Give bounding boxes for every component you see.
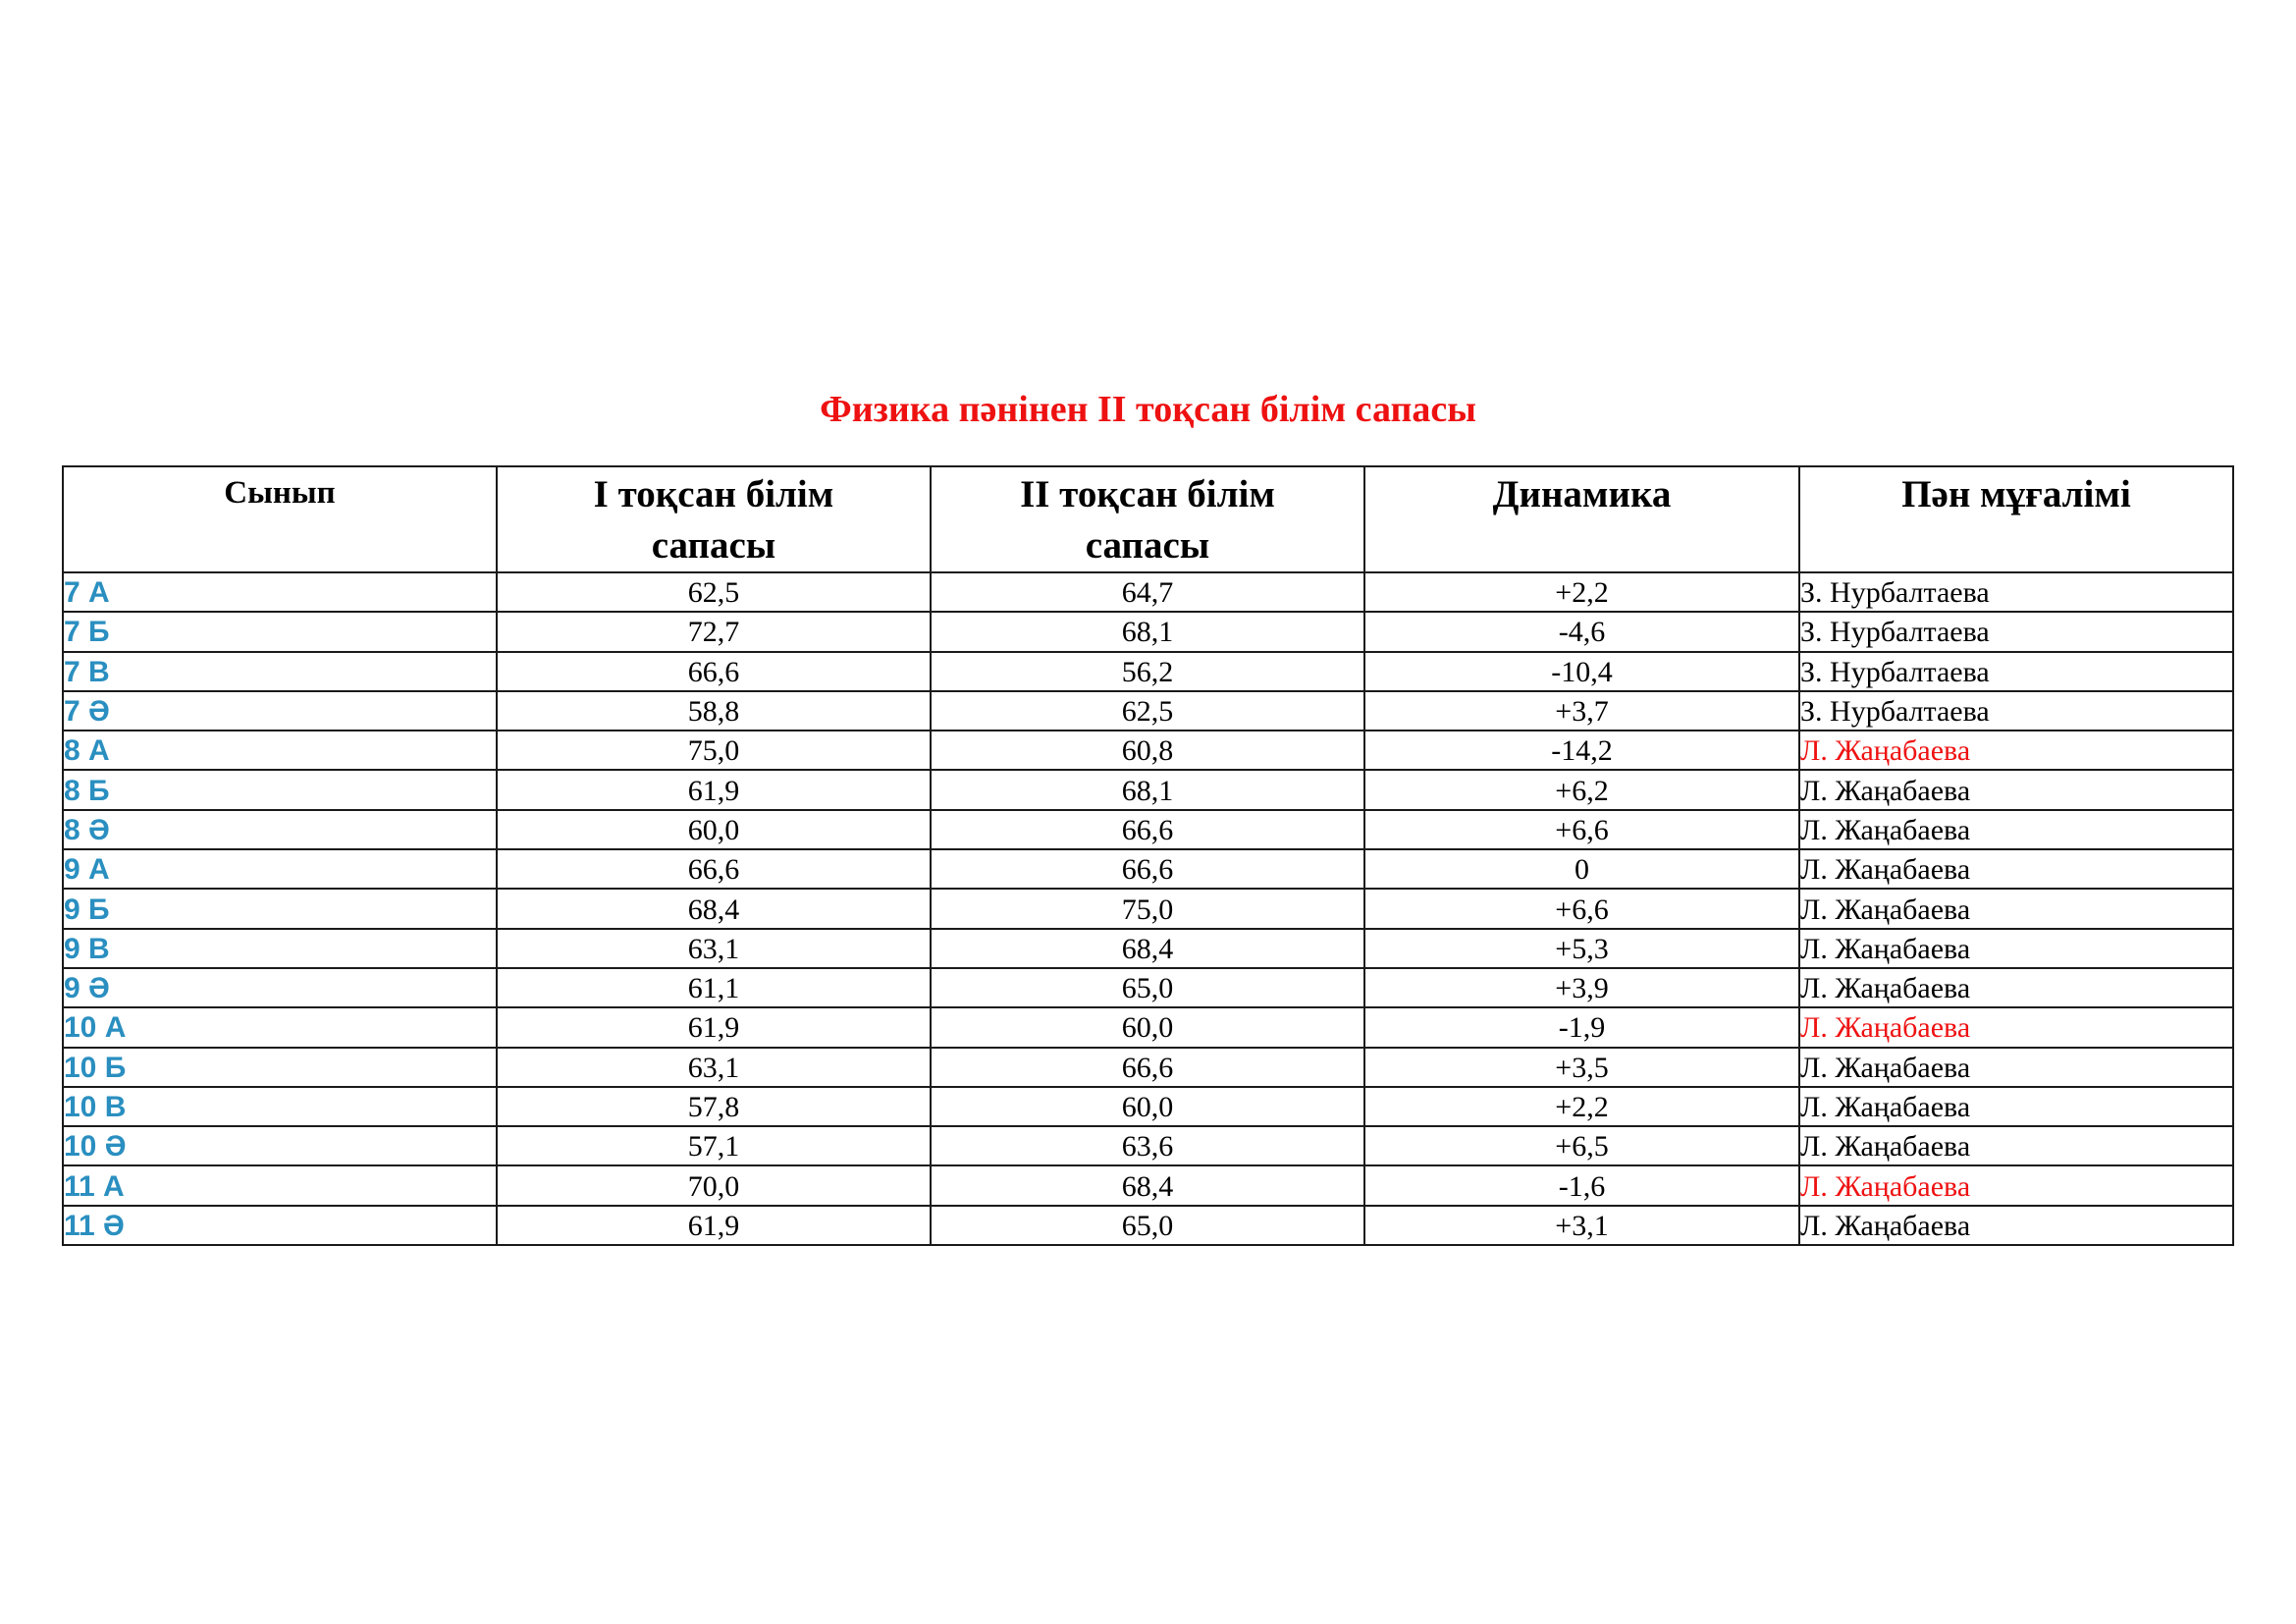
header-q2-line1: II тоқсан білім: [1020, 473, 1275, 515]
header-teacher: Пән мұғалімі: [1799, 466, 2233, 572]
table-row: [63, 731, 2233, 770]
teacher-cell: Л. Жаңабаева: [1799, 1206, 2233, 1245]
q1-quality-cell: 63,1: [497, 929, 931, 968]
quality-table: [62, 465, 2234, 1246]
table-row: [63, 1048, 2233, 1087]
dynamics-cell: +2,2: [1364, 572, 1799, 612]
class-cell: 7 Б: [63, 612, 497, 651]
table-row: [63, 770, 2233, 809]
table-row: [63, 652, 2233, 691]
class-cell: 10 А: [63, 1007, 497, 1047]
q1-quality-cell: 62,5: [497, 572, 931, 612]
dynamics-cell: -10,4: [1364, 652, 1799, 691]
header-row: [63, 466, 2233, 572]
table-body: [63, 572, 2233, 1245]
class-cell: 10 Ә: [63, 1126, 497, 1165]
table-header: [63, 466, 2233, 572]
class-cell: 9 В: [63, 929, 497, 968]
table-row: [63, 889, 2233, 928]
q2-quality-cell: 66,6: [931, 810, 1364, 849]
header-q1-quality: [497, 466, 931, 572]
q2-quality-cell: 60,0: [931, 1007, 1364, 1047]
q1-quality-cell: 70,0: [497, 1165, 931, 1205]
header-q2-line2: сапасы: [1085, 524, 1210, 567]
dynamics-cell: 0: [1364, 849, 1799, 889]
table-row: [63, 1007, 2233, 1047]
q2-quality-cell: 64,7: [931, 572, 1364, 612]
class-cell: 7 В: [63, 652, 497, 691]
class-cell: 8 Б: [63, 770, 497, 809]
class-cell: 9 А: [63, 849, 497, 889]
dynamics-cell: -1,6: [1364, 1165, 1799, 1205]
dynamics-cell: +3,7: [1364, 691, 1799, 731]
q1-quality-cell: 63,1: [497, 1048, 931, 1087]
teacher-cell: З. Нурбалтаева: [1799, 652, 2233, 691]
dynamics-cell: -4,6: [1364, 612, 1799, 651]
class-cell: 9 Б: [63, 889, 497, 928]
teacher-cell: Л. Жаңабаева: [1799, 1165, 2233, 1205]
table-row: [63, 968, 2233, 1007]
dynamics-cell: +3,1: [1364, 1206, 1799, 1245]
q2-quality-cell: 60,8: [931, 731, 1364, 770]
q1-quality-cell: 60,0: [497, 810, 931, 849]
class-cell: 10 В: [63, 1087, 497, 1126]
dynamics-cell: +5,3: [1364, 929, 1799, 968]
q2-quality-cell: 68,1: [931, 612, 1364, 651]
teacher-cell: З. Нурбалтаева: [1799, 691, 2233, 731]
teacher-cell: Л. Жаңабаева: [1799, 889, 2233, 928]
dynamics-cell: +6,2: [1364, 770, 1799, 809]
class-cell: 11 Ә: [63, 1206, 497, 1245]
class-cell: 8 Ә: [63, 810, 497, 849]
teacher-cell: Л. Жаңабаева: [1799, 1087, 2233, 1126]
teacher-cell: Л. Жаңабаева: [1799, 929, 2233, 968]
table-row: [63, 612, 2233, 651]
table-row: [63, 929, 2233, 968]
table-row: [63, 691, 2233, 731]
class-cell: 7 А: [63, 572, 497, 612]
class-cell: 10 Б: [63, 1048, 497, 1087]
class-cell: 9 Ә: [63, 968, 497, 1007]
teacher-cell: Л. Жаңабаева: [1799, 968, 2233, 1007]
header-q2-quality: [931, 466, 1364, 572]
header-q1-line1: I тоқсан білім: [593, 473, 834, 515]
q2-quality-cell: 68,4: [931, 929, 1364, 968]
q1-quality-cell: 58,8: [497, 691, 931, 731]
q2-quality-cell: 65,0: [931, 1206, 1364, 1245]
q1-quality-cell: 61,9: [497, 1007, 931, 1047]
class-cell: 11 А: [63, 1165, 497, 1205]
teacher-cell: Л. Жаңабаева: [1799, 731, 2233, 770]
q1-quality-cell: 57,1: [497, 1126, 931, 1165]
q1-quality-cell: 66,6: [497, 849, 931, 889]
q2-quality-cell: 68,4: [931, 1165, 1364, 1205]
table-row: [63, 1206, 2233, 1245]
q1-quality-cell: 61,1: [497, 968, 931, 1007]
q1-quality-cell: 61,9: [497, 770, 931, 809]
dynamics-cell: +2,2: [1364, 1087, 1799, 1126]
teacher-cell: З. Нурбалтаева: [1799, 612, 2233, 651]
dynamics-cell: +6,6: [1364, 889, 1799, 928]
q2-quality-cell: 68,1: [931, 770, 1364, 809]
dynamics-cell: -1,9: [1364, 1007, 1799, 1047]
q2-quality-cell: 63,6: [931, 1126, 1364, 1165]
class-cell: 7 Ә: [63, 691, 497, 731]
table-row: [63, 1126, 2233, 1165]
q2-quality-cell: 65,0: [931, 968, 1364, 1007]
q1-quality-cell: 66,6: [497, 652, 931, 691]
table-row: [63, 572, 2233, 612]
q2-quality-cell: 75,0: [931, 889, 1364, 928]
teacher-cell: Л. Жаңабаева: [1799, 810, 2233, 849]
teacher-cell: Л. Жаңабаева: [1799, 1007, 2233, 1047]
teacher-cell: З. Нурбалтаева: [1799, 572, 2233, 612]
table-row: [63, 1087, 2233, 1126]
q1-quality-cell: 68,4: [497, 889, 931, 928]
header-q1-line2: сапасы: [651, 524, 776, 567]
page-title: Физика пәнінен II тоқсан білім сапасы: [820, 389, 1476, 430]
q1-quality-cell: 61,9: [497, 1206, 931, 1245]
q1-quality-cell: 57,8: [497, 1087, 931, 1126]
dynamics-cell: +3,9: [1364, 968, 1799, 1007]
header-dynamics: Динамика: [1364, 466, 1799, 572]
q2-quality-cell: 66,6: [931, 849, 1364, 889]
q2-quality-cell: 62,5: [931, 691, 1364, 731]
teacher-cell: Л. Жаңабаева: [1799, 1126, 2233, 1165]
table-row: [63, 1165, 2233, 1205]
dynamics-cell: -14,2: [1364, 731, 1799, 770]
dynamics-cell: +3,5: [1364, 1048, 1799, 1087]
dynamics-cell: +6,5: [1364, 1126, 1799, 1165]
q1-quality-cell: 72,7: [497, 612, 931, 651]
table-row: [63, 810, 2233, 849]
q1-quality-cell: 75,0: [497, 731, 931, 770]
q2-quality-cell: 56,2: [931, 652, 1364, 691]
teacher-cell: Л. Жаңабаева: [1799, 849, 2233, 889]
dynamics-cell: +6,6: [1364, 810, 1799, 849]
q2-quality-cell: 60,0: [931, 1087, 1364, 1126]
teacher-cell: Л. Жаңабаева: [1799, 1048, 2233, 1087]
table-row: [63, 849, 2233, 889]
q2-quality-cell: 66,6: [931, 1048, 1364, 1087]
teacher-cell: Л. Жаңабаева: [1799, 770, 2233, 809]
header-class: Сынып: [63, 466, 497, 572]
class-cell: 8 А: [63, 731, 497, 770]
